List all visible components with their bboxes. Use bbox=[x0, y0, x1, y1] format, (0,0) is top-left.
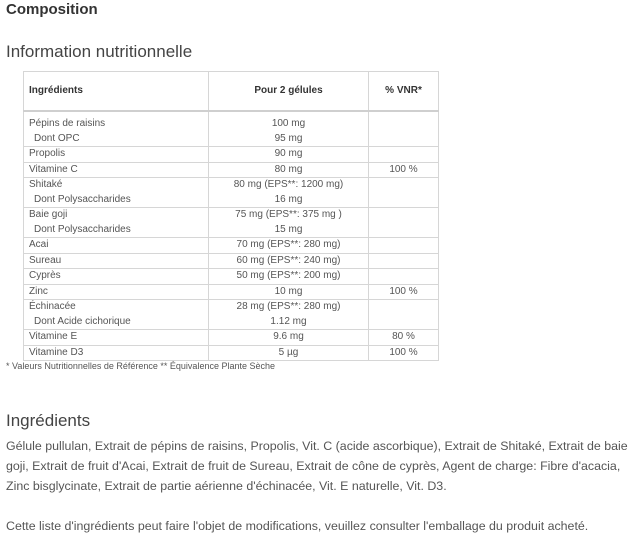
table-header-row bbox=[24, 72, 439, 112]
table-row bbox=[24, 238, 439, 254]
dose-value: 60 mg (EPS**: 240 mg) bbox=[236, 254, 341, 266]
ingredients-text: Gélule pullulan, Extrait de pépins de raisins, Propolis, Vit. C (acide ascorbique), Extrait de Shitaké, Extrait de baie goji, Extrait de fruit d'Acai, Extrait de fruit de Sureau, Extrait de cône de cyprès, Agent de charge: Fibre d'acacia, Zinc bisglycinate, Extrait de partie aérienne d'échinacée, Vit. E naturelle, Vit. D3. bbox=[6, 439, 628, 493]
dose-value: 90 mg bbox=[274, 148, 303, 159]
dose-value: 50 mg (EPS**: 200 mg) bbox=[236, 270, 341, 281]
table-row bbox=[24, 147, 439, 163]
cell-ingredient bbox=[24, 178, 209, 208]
dose-value: 10 mg bbox=[274, 285, 303, 297]
ingredient-name: Pépins de raisins bbox=[29, 118, 106, 129]
dose-value: 75 mg (EPS**: 375 mg ) bbox=[235, 209, 342, 220]
ingredient-subcomponent: Dont Polysaccharides bbox=[34, 223, 131, 235]
cell-vnr bbox=[369, 147, 439, 163]
cell-vnr: 100 % bbox=[369, 284, 439, 300]
cell-vnr bbox=[369, 253, 439, 269]
nutrition-table-body bbox=[24, 111, 439, 361]
cell-vnr bbox=[369, 269, 439, 285]
table-row bbox=[24, 162, 439, 178]
cell-dose bbox=[209, 269, 369, 285]
table-row bbox=[24, 178, 439, 208]
cell-ingredient bbox=[24, 162, 209, 178]
ingredient-name: Acai bbox=[29, 239, 49, 250]
ingredient-subcomponent: Dont Acide cichorique bbox=[34, 315, 131, 327]
dose-sub-value: 1.12 mg bbox=[270, 315, 307, 327]
cell-ingredient bbox=[24, 300, 209, 330]
ingredient-name: Baie goji bbox=[29, 209, 68, 220]
ingredient-name: Sureau bbox=[29, 254, 62, 266]
section-heading-composition: Composition bbox=[6, 1, 98, 18]
cell-dose bbox=[209, 300, 369, 330]
table-row bbox=[24, 284, 439, 300]
ingredients-heading: Ingrédients bbox=[6, 411, 91, 430]
table-row bbox=[24, 269, 439, 285]
dose-sub-value: 95 mg bbox=[274, 132, 303, 144]
cell-vnr: 100 % bbox=[369, 345, 439, 361]
ingredients-disclaimer: Cette liste d'ingrédients peut faire l'objet de modifications, veuillez consulter l'emballage du produit acheté. bbox=[6, 519, 589, 533]
cell-vnr: 80 % bbox=[369, 330, 439, 346]
ingredient-name: Vitamine E bbox=[29, 331, 78, 342]
cell-ingredient bbox=[24, 284, 209, 300]
column-header-ingredients: Ingrédients bbox=[24, 72, 209, 112]
nutrition-table bbox=[23, 71, 439, 361]
column-header-dose: Pour 2 gélules bbox=[209, 72, 369, 112]
cell-dose bbox=[209, 147, 369, 163]
dose-value: 5 µg bbox=[278, 346, 299, 358]
cell-ingredient bbox=[24, 238, 209, 254]
table-row bbox=[24, 208, 439, 238]
ingredient-name: Cyprès bbox=[29, 270, 61, 281]
cell-vnr bbox=[369, 178, 439, 208]
dose-sub-value: 16 mg bbox=[274, 193, 303, 205]
cell-ingredient bbox=[24, 253, 209, 269]
ingredient-name: Vitamine C bbox=[29, 163, 78, 175]
table-row bbox=[24, 330, 439, 346]
ingredient-name: Shitaké bbox=[29, 179, 63, 190]
cell-ingredient bbox=[24, 269, 209, 285]
ingredient-name: Vitamine D3 bbox=[29, 346, 84, 358]
cell-vnr bbox=[369, 111, 439, 147]
dose-value: 28 mg (EPS**: 280 mg) bbox=[236, 301, 341, 312]
cell-dose bbox=[209, 238, 369, 254]
cell-dose bbox=[209, 208, 369, 238]
cell-ingredient bbox=[24, 111, 209, 147]
cell-dose bbox=[209, 253, 369, 269]
subtitle-nutrition-info: Information nutritionnelle bbox=[6, 42, 193, 61]
cell-vnr bbox=[369, 300, 439, 330]
table-row bbox=[24, 300, 439, 330]
cell-vnr bbox=[369, 208, 439, 238]
column-header-vnr: % VNR* bbox=[369, 72, 439, 112]
cell-vnr bbox=[369, 238, 439, 254]
table-row bbox=[24, 111, 439, 147]
dose-value: 80 mg bbox=[274, 163, 303, 175]
ingredient-name: Propolis bbox=[29, 148, 66, 159]
ingredient-subcomponent: Dont Polysaccharides bbox=[34, 193, 131, 205]
cell-dose bbox=[209, 284, 369, 300]
table-row bbox=[24, 253, 439, 269]
dose-value: 100 mg bbox=[271, 118, 306, 129]
dose-value: 80 mg (EPS**: 1200 mg) bbox=[233, 179, 344, 190]
cell-vnr: 100 % bbox=[369, 162, 439, 178]
ingredient-name: Zinc bbox=[29, 285, 48, 297]
ingredient-subcomponent: Dont OPC bbox=[34, 132, 80, 144]
cell-dose bbox=[209, 111, 369, 147]
ingredient-name: Échinacée bbox=[29, 301, 76, 312]
table-footnote: * Valeurs Nutritionnelles de Référence ** Équivalence Plante Sèche bbox=[6, 361, 275, 371]
cell-ingredient bbox=[24, 147, 209, 163]
cell-ingredient bbox=[24, 208, 209, 238]
cell-dose bbox=[209, 162, 369, 178]
dose-value: 9.6 mg bbox=[273, 331, 304, 342]
dose-value: 70 mg (EPS**: 280 mg) bbox=[236, 239, 341, 250]
cell-ingredient bbox=[24, 330, 209, 346]
cell-dose bbox=[209, 330, 369, 346]
cell-dose bbox=[209, 178, 369, 208]
dose-sub-value: 15 mg bbox=[274, 223, 303, 235]
